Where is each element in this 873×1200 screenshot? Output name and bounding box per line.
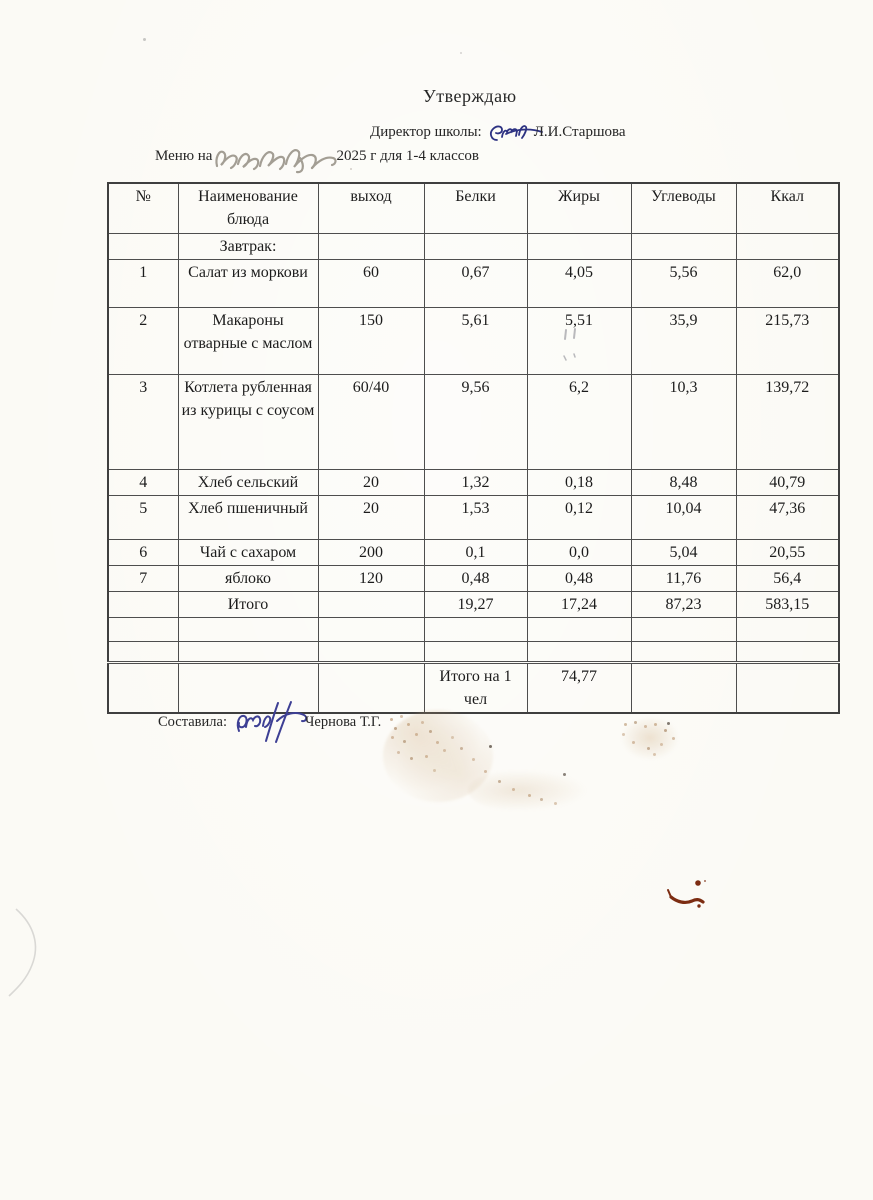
empty-cell xyxy=(178,617,318,641)
cell-protein: 1,53 xyxy=(424,495,527,539)
total-label: Итого xyxy=(178,591,318,617)
paper-crease xyxy=(4,905,50,1001)
cell-protein: 1,32 xyxy=(424,469,527,495)
cell-kcal: 56,4 xyxy=(736,565,839,591)
composer-signature-icon xyxy=(233,699,313,745)
col-header-out: выход xyxy=(318,183,424,233)
cell-kcal: 20,55 xyxy=(736,539,839,565)
cell-fat: 0,12 xyxy=(527,495,631,539)
cell-fat: 0,0 xyxy=(527,539,631,565)
per-person-label: Итого на 1 чел xyxy=(424,662,527,713)
composed-label: Составила: xyxy=(158,714,227,730)
cell-num: 3 xyxy=(108,374,178,469)
section-row xyxy=(108,233,839,259)
empty-row xyxy=(108,617,839,641)
cell-num: 4 xyxy=(108,469,178,495)
cell-carbs: 5,56 xyxy=(631,259,736,307)
cell-carbs: 8,48 xyxy=(631,469,736,495)
cell-kcal: 139,72 xyxy=(736,374,839,469)
cell-fat: 0,48 xyxy=(527,565,631,591)
cell-carbs: 11,76 xyxy=(631,565,736,591)
cell-num: 1 xyxy=(108,259,178,307)
empty-cell xyxy=(631,641,736,662)
empty-cell xyxy=(108,617,178,641)
cell-carbs: 35,9 xyxy=(631,307,736,374)
per-person-value: 74,77 xyxy=(527,662,631,713)
col-header-dish: Наименование блюда xyxy=(178,183,318,233)
empty-cell xyxy=(527,641,631,662)
cell-kcal: 62,0 xyxy=(736,259,839,307)
cell-out: 60 xyxy=(318,259,424,307)
col-header-fat: Жиры xyxy=(527,183,631,233)
cell-carbs: 5,04 xyxy=(631,539,736,565)
table-row xyxy=(108,495,839,539)
empty-cell xyxy=(736,233,839,259)
handwritten-date-icon xyxy=(212,140,340,176)
cell-num: 2 xyxy=(108,307,178,374)
cell-protein: 0,48 xyxy=(424,565,527,591)
cell-fat: 0,18 xyxy=(527,469,631,495)
empty-cell xyxy=(736,617,839,641)
menu-suffix: 2025 г для 1-4 классов xyxy=(336,148,479,164)
section-label: Завтрак: xyxy=(178,233,318,259)
cell-dish: Макароны отварные с маслом xyxy=(178,307,318,374)
dust-speck xyxy=(460,52,462,54)
cell-out: 150 xyxy=(318,307,424,374)
approve-title: Утверждаю xyxy=(423,86,517,106)
menu-table xyxy=(107,182,840,714)
cell-kcal: 40,79 xyxy=(736,469,839,495)
per-person-row xyxy=(108,662,839,713)
composer-name: Чернова Т.Г. xyxy=(304,714,382,730)
col-header-protein: Белки xyxy=(424,183,527,233)
total-kcal: 583,15 xyxy=(736,591,839,617)
empty-cell xyxy=(178,641,318,662)
cell-dish: Чай с сахаром xyxy=(178,539,318,565)
stain-blob xyxy=(468,768,593,813)
table-row xyxy=(108,565,839,591)
cell-out: 20 xyxy=(318,495,424,539)
director-label: Директор школы: xyxy=(370,124,482,140)
empty-cell xyxy=(108,591,178,617)
empty-cell xyxy=(108,662,178,713)
cell-num: 5 xyxy=(108,495,178,539)
empty-cell xyxy=(736,641,839,662)
empty-cell xyxy=(318,617,424,641)
cell-out: 60/40 xyxy=(318,374,424,469)
cell-dish: Салат из моркови xyxy=(178,259,318,307)
empty-row xyxy=(108,641,839,662)
empty-cell xyxy=(318,662,424,713)
cell-out: 20 xyxy=(318,469,424,495)
cell-num: 6 xyxy=(108,539,178,565)
menu-prefix: Меню на xyxy=(155,148,213,164)
table-header-row xyxy=(108,183,839,233)
cell-protein: 5,61 xyxy=(424,307,527,374)
empty-cell xyxy=(108,233,178,259)
empty-cell xyxy=(631,617,736,641)
col-header-num: № xyxy=(108,183,178,233)
cell-dish: Котлета рубленная из курицы с соусом xyxy=(178,374,318,469)
total-protein: 19,27 xyxy=(424,591,527,617)
cell-fat: 4,05 xyxy=(527,259,631,307)
total-row xyxy=(108,591,839,617)
dust-speck xyxy=(143,38,146,41)
empty-cell xyxy=(631,662,736,713)
pencil-smudge xyxy=(558,326,588,366)
table-row xyxy=(108,539,839,565)
stain-blob xyxy=(618,718,682,762)
director-name: Л.И.Старшова xyxy=(533,124,626,140)
empty-cell xyxy=(631,233,736,259)
table-row xyxy=(108,307,839,374)
empty-cell xyxy=(318,233,424,259)
cell-carbs: 10,04 xyxy=(631,495,736,539)
cell-kcal: 47,36 xyxy=(736,495,839,539)
empty-cell xyxy=(424,641,527,662)
col-header-kcal: Ккал xyxy=(736,183,839,233)
cell-protein: 0,67 xyxy=(424,259,527,307)
cell-protein: 0,1 xyxy=(424,539,527,565)
dust-speck xyxy=(350,168,352,170)
red-ink-mark-icon xyxy=(662,876,707,914)
cell-dish: Хлеб пшеничный xyxy=(178,495,318,539)
cell-protein: 9,56 xyxy=(424,374,527,469)
empty-cell xyxy=(527,233,631,259)
total-carbs: 87,23 xyxy=(631,591,736,617)
table-row xyxy=(108,259,839,307)
total-fat: 17,24 xyxy=(527,591,631,617)
cell-num: 7 xyxy=(108,565,178,591)
empty-cell xyxy=(736,662,839,713)
col-header-carbs: Углеводы xyxy=(631,183,736,233)
stain-speckles xyxy=(388,714,391,717)
stain-speckles xyxy=(620,720,623,723)
table-row xyxy=(108,469,839,495)
empty-cell xyxy=(318,591,424,617)
empty-cell xyxy=(424,617,527,641)
cell-carbs: 10,3 xyxy=(631,374,736,469)
table-row xyxy=(108,374,839,469)
empty-cell xyxy=(527,617,631,641)
cell-fat: 5,51 xyxy=(527,307,631,374)
empty-cell xyxy=(318,641,424,662)
empty-cell xyxy=(108,641,178,662)
cell-dish: яблоко xyxy=(178,565,318,591)
cell-dish: Хлеб сельский xyxy=(178,469,318,495)
cell-out: 120 xyxy=(318,565,424,591)
cell-kcal: 215,73 xyxy=(736,307,839,374)
cell-out: 200 xyxy=(318,539,424,565)
empty-cell xyxy=(424,233,527,259)
cell-fat: 6,2 xyxy=(527,374,631,469)
